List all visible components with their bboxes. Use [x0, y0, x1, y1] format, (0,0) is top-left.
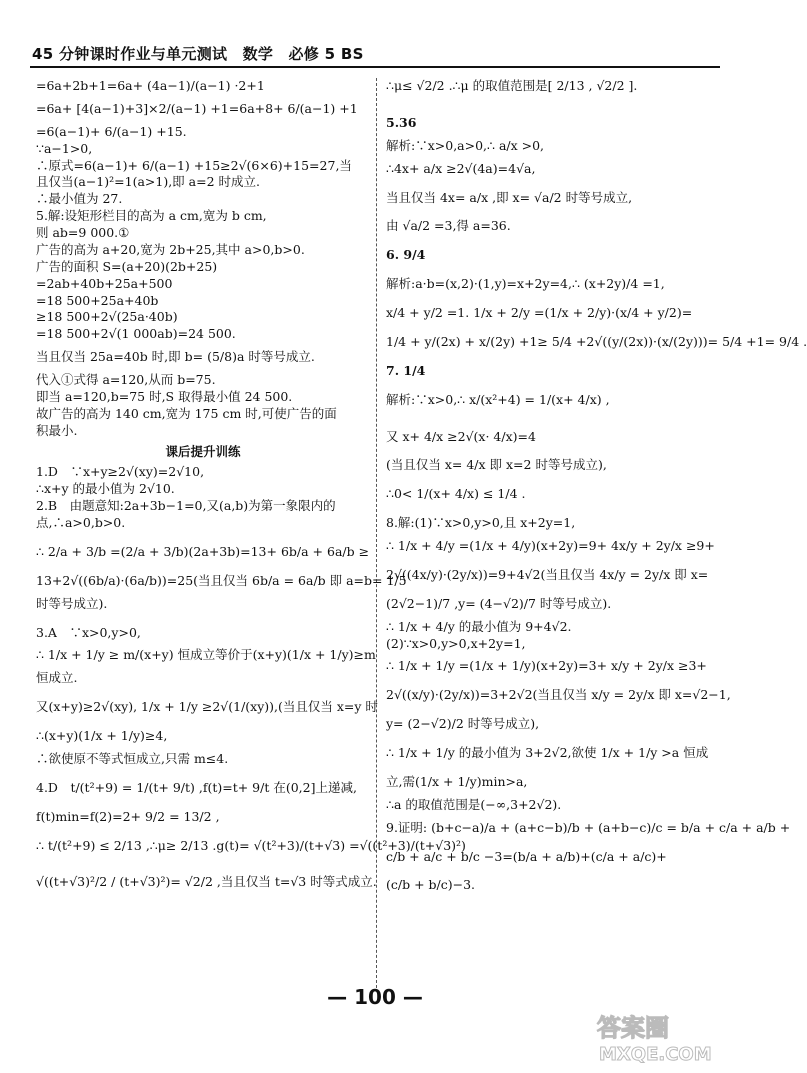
- text-line: 2√((4x/y)·(2y/x))=9+4√2(当且仅当 4x/y = 2y/x 即 x=: [386, 566, 709, 582]
- text-line: 3.A ∵x>0,y>0,: [36, 624, 141, 640]
- right-column: [386, 78, 807, 894]
- text-line: 8.解:(1)∵x>0,y>0,且 x+2y=1,: [386, 515, 576, 531]
- text-line: =18 500+2√(1 000ab)=24 500.: [36, 326, 236, 342]
- text-line: (2)∵x>0,y>0,x+2y=1,: [386, 635, 526, 651]
- text-line: 恒成立.: [36, 670, 78, 686]
- text-line: ∴原式=6(a−1)+ 6/(a−1) +15≥2√(6×6)+15=27,当: [36, 157, 352, 173]
- text-line: ∴ t/(t²+9) ≤ 2/13 ,∴μ≥ 2/13 .g(t)= √(t²+3)/(t+√3) =√((t²+3)/(t+√3)²): [36, 837, 466, 853]
- text-line: ∴(x+y)(1/x + 1/y)≥4,: [36, 728, 168, 743]
- answer-number: 6. 9/4: [386, 247, 426, 263]
- right-block-b: [386, 115, 720, 235]
- text-line: ∴ 1/x + 4/y 的最小值为 9+4√2.: [386, 618, 572, 634]
- text-line: 故广告的高为 140 cm,宽为 175 cm 时,可使广告的面: [36, 405, 337, 421]
- text-line: 当且仅当 4x= a/x ,即 x= √a/2 时等号成立,: [386, 189, 633, 205]
- text-line: =6a+2b+1=6a+ (4a−1)/(a−1) ·2+1: [36, 78, 265, 93]
- right-block-d: [386, 363, 720, 503]
- text-line: 且仅当(a−1)²=1(a>1),即 a=2 时成立.: [36, 174, 260, 190]
- text-line: ∴0< 1/(x+ 4/x) ≤ 1/4 .: [386, 486, 526, 502]
- text-line: 5.解:设矩形栏目的高为 a cm,宽为 b cm,: [36, 208, 267, 224]
- text-line: ∴ 1/x + 1/y =(1/x + 1/y)(x+2y)=3+ x/y + 2y/x ≥3+: [386, 658, 707, 674]
- text-line: y= (2−√2)/2 时等号成立),: [386, 716, 540, 732]
- text-line: f(t)min=f(2)=2+ 9/2 = 13/2 ,: [36, 808, 220, 824]
- right-block-e: [386, 515, 731, 814]
- text-line: c/b + a/c + b/c −3=(b/a + a/b)+(c/a + a/c)+: [386, 848, 667, 864]
- text-line: 2.B 由题意知:2a+3b−1=0,又(a,b)为第一象限内的: [36, 498, 336, 514]
- text-line: 2√((x/y)·(2y/x))=3+2√2(当且仅当 x/y = 2y/x 即 x=√2−1,: [386, 687, 731, 703]
- text-line: 解析:∵x>0,a>0,∴ a/x >0,: [386, 137, 545, 153]
- page-header: [30, 40, 720, 68]
- text-line: 解析:a·b=(x,2)·(1,y)=x+2y=4,∴ (x+2y)/4 =1,: [386, 276, 665, 292]
- text-line: 代入①式得 a=120,从而 b=75.: [36, 372, 216, 387]
- header-title: 45 分钟课时作业与单元测试 数学 必修 5 BS: [32, 45, 364, 63]
- text-line: x/4 + y/2 =1. 1/x + 2/y =(1/x + 2/y)·(x/4 + y/2)=: [386, 305, 693, 320]
- text-line: 广告的高为 a+20,宽为 2b+25,其中 a>0,b>0.: [36, 241, 305, 257]
- text-line: ∴ 1/x + 1/y 的最小值为 3+2√2,欲使 1/x + 1/y >a 恒成: [386, 745, 709, 760]
- text-line: ∴a 的取值范围是(−∞,3+2√2).: [386, 796, 562, 812]
- left-block-d: [36, 624, 378, 768]
- text-line: 由 √a/2 =3,得 a=36.: [386, 218, 511, 234]
- watermark-logo: [593, 1010, 738, 1066]
- left-block-a: [36, 78, 370, 208]
- text-line: 立,需(1/x + 1/y)min>a,: [386, 773, 528, 789]
- text-line: ∴ 1/x + 1/y ≥ m/(x+y) 恒成立等价于(x+y)(1/x + 1/y)≥m: [36, 647, 376, 663]
- left-block-c: [36, 464, 407, 612]
- text-line: 则 ab=9 000.①: [36, 225, 130, 240]
- right-block-c: [386, 247, 807, 351]
- text-line: (当且仅当 x= 4/x 即 x=2 时等号成立),: [386, 457, 607, 473]
- text-line: √((t+√3)²/2 / (t+√3)²)= √2/2 ,当且仅当 t=√3 时等式成立.: [36, 874, 377, 890]
- text-line: =6a+ [4(a−1)+3]×2/(a−1) +1=6a+8+ 6/(a−1) +1: [36, 100, 358, 116]
- text-line: (c/b + b/c)−3.: [386, 877, 476, 893]
- text-line: 9.证明: (b+c−a)/a + (a+c−b)/b + (a+b−c)/c = b/a + c/a + a/b +: [386, 819, 791, 835]
- text-line: 即当 a=120,b=75 时,S 取得最小值 24 500.: [36, 388, 293, 404]
- text-line: 又 x+ 4/x ≥2√(x· 4/x)=4: [386, 428, 536, 444]
- text-line: 1.D ∵x+y≥2√(xy)=2√10,: [36, 464, 205, 480]
- answer-number: 7. 1/4: [386, 362, 426, 378]
- text-line: 又(x+y)≥2√(xy), 1/x + 1/y ≥2√(1/(xy)),(当且仅当 x=y 时: [36, 699, 378, 715]
- text-line: 点,∴a>0,b>0.: [36, 515, 126, 530]
- text-line: 广告的面积 S=(a+20)(2b+25): [36, 258, 218, 274]
- watermark-text-top: 答案圈: [597, 1014, 669, 1042]
- text-line: =2ab+40b+25a+500: [36, 275, 173, 291]
- text-line: ≥18 500+2√(25a·40b): [36, 309, 178, 325]
- text-line: ∴欲使原不等式恒成立,只需 m≤4.: [36, 750, 229, 766]
- text-line: ∴最小值为 27.: [36, 191, 123, 207]
- text-line: 积最小.: [36, 422, 78, 438]
- left-block-b: [36, 208, 370, 439]
- text-line: =6(a−1)+ 6/(a−1) +15.: [36, 123, 187, 139]
- watermark-text-bottom: MXQE.COM: [599, 1044, 712, 1065]
- right-block-f: [386, 819, 791, 895]
- text-line: ∴ 1/x + 4/y =(1/x + 4/y)(x+2y)=9+ 4x/y + 2y/x ≥9+: [386, 538, 715, 553]
- text-line: ∵a−1>0,: [36, 140, 93, 156]
- right-block-a: [386, 78, 720, 95]
- text-line: ∴μ≤ √2/2 .∴μ 的取值范围是[ 2/13 , √2/2 ].: [386, 78, 638, 93]
- page-number: — 100 —: [327, 985, 423, 1009]
- text-line: 解析:∵x>0,∴ x/(x²+4) = 1/(x+ 4/x) ,: [386, 391, 610, 407]
- text-line: ∴x+y 的最小值为 2√10.: [36, 481, 175, 497]
- text-line: 当且仅当 25a=40b 时,即 b= (5/8)a 时等号成立.: [36, 349, 315, 365]
- text-line: ∴ 2/a + 3/b =(2/a + 3/b)(2a+3b)=13+ 6b/a + 6a/b ≥: [36, 543, 370, 559]
- text-line: 4.D t/(t²+9) = 1/(t+ 9/t) ,f(t)=t+ 9/t 在(0,2]上递减,: [36, 779, 357, 795]
- text-line: 13+2√((6b/a)·(6a/b))=25(当且仅当 6b/a = 6a/b 即 a=b= 1/5: [36, 572, 407, 588]
- text-line: (2√2−1)/7 ,y= (4−√2)/7 时等号成立).: [386, 595, 612, 611]
- text-line: 1/4 + y/(2x) + x/(2y) +1≥ 5/4 +2√((y/(2x))·(x/(2y)))= 5/4 +1= 9/4 .: [386, 333, 807, 349]
- answer-number: 5.36: [386, 114, 417, 130]
- text-line: =18 500+25a+40b: [36, 292, 159, 308]
- section-title: 课后提升训练: [165, 443, 241, 459]
- text-line: ∴4x+ a/x ≥2√(4a)=4√a,: [386, 160, 536, 176]
- text-line: 时等号成立).: [36, 595, 108, 611]
